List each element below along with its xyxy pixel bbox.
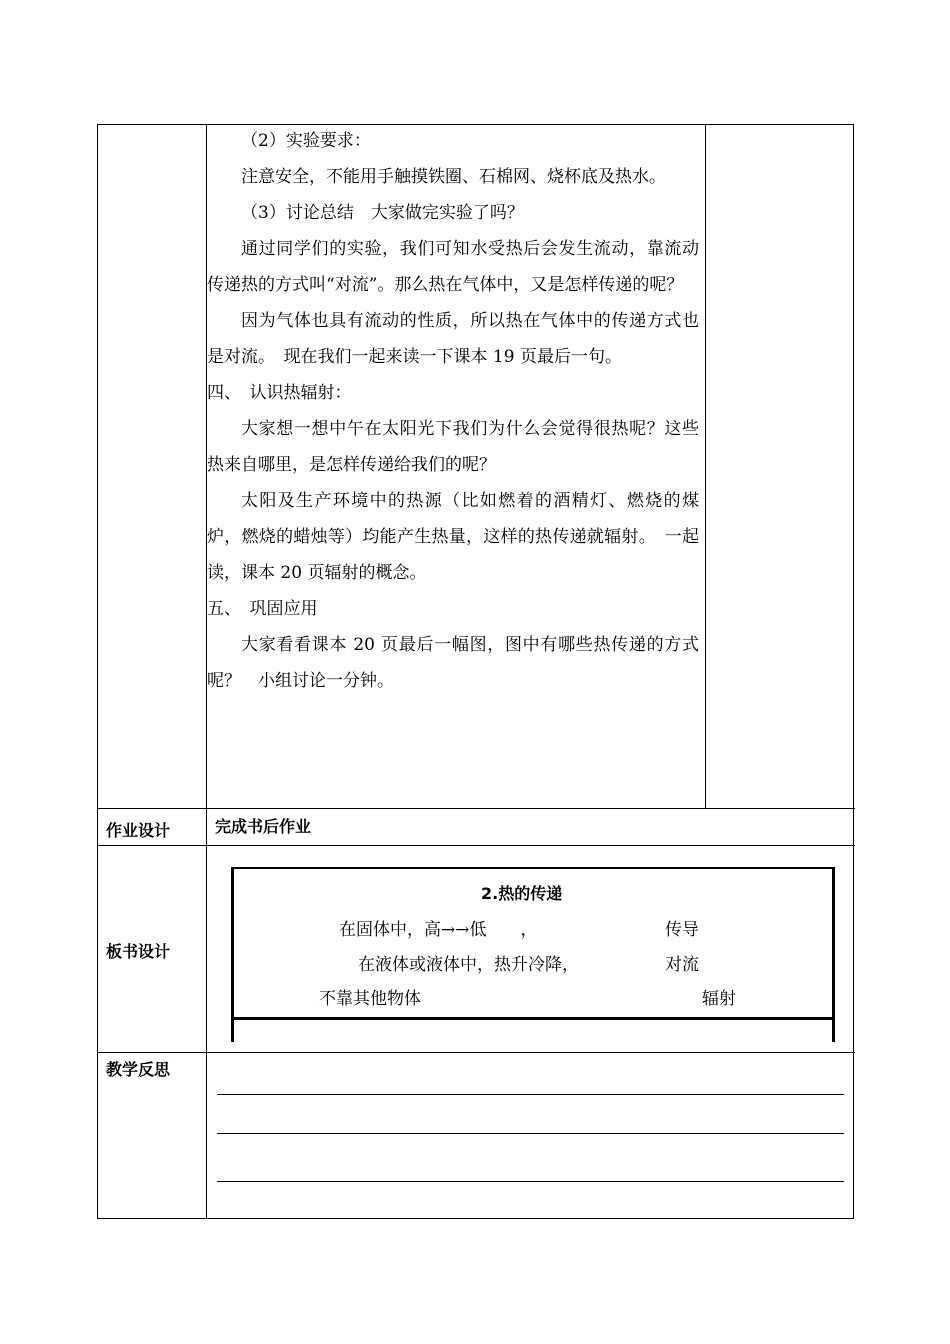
board-line2-right: 对流 <box>665 955 699 975</box>
board-line1-right: 传导 <box>665 920 699 940</box>
lesson-content <box>207 123 699 699</box>
homework-content: 完成书后作业 <box>215 817 312 836</box>
reflection-writing-line[interactable] <box>217 1181 844 1182</box>
row-divider-homework <box>98 808 855 809</box>
section-heading: 四、 认识热辐射： <box>207 383 352 403</box>
homework-label: 作业设计 <box>106 821 171 840</box>
reflection-label: 教学反思 <box>106 1060 171 1079</box>
paragraph: 大家想一想中午在太阳光下我们为什么会觉得很热呢？这些热来自哪里，是怎样传递给我们的呢？ <box>207 419 699 475</box>
lesson-plan-table <box>97 124 854 1219</box>
board-frame-left <box>231 867 234 1042</box>
row-divider-reflection <box>98 1052 855 1053</box>
board-line3-left: 不靠其他物体 <box>319 989 421 1009</box>
paragraph: 因为气体也具有流动的性质，所以热在气体中的传递方式也是对流。 现在我们一起来读一下课本 19 页最后一句。 <box>207 311 699 367</box>
paragraph: 太阳及生产环境中的热源（比如燃着的酒精灯、燃烧的煤炉，燃烧的蜡烛等）均能产生热量，这样的热传递就辐射。 一起读，课本 20 页辐射的概念。 <box>207 491 699 583</box>
paragraph: 大家看看课本 20 页最后一幅图，图中有哪些热传递的方式呢？ 小组讨论一分钟。 <box>207 635 699 691</box>
col-divider-right <box>705 125 706 808</box>
board-line3-right: 辐射 <box>702 989 736 1009</box>
row-divider-board <box>98 845 855 846</box>
paragraph: （3）讨论总结 大家做完实验了吗？ <box>241 203 524 223</box>
board-line2-left: 在液体或液体中，热升冷降， <box>358 955 579 975</box>
board-title: 2.热的传递 <box>481 884 563 903</box>
board-line1-left: 在固体中，高→→低 ， <box>339 920 538 940</box>
paragraph: 注意安全，不能用手触摸铁圈、石棉网、烧杯底及热水。 <box>241 167 666 187</box>
paragraph: 通过同学们的实验，我们可知水受热后会发生流动，靠流动传递热的方式叫“对流”。那么热在气体中，又是怎样传递的呢？ <box>207 239 699 295</box>
reflection-writing-line[interactable] <box>217 1133 844 1134</box>
board-frame-right <box>832 867 835 1042</box>
section-heading: 五、 巩固应用 <box>207 599 318 619</box>
paragraph: （2）实验要求： <box>241 131 371 151</box>
reflection-writing-line[interactable] <box>217 1094 844 1095</box>
board-frame-top <box>231 867 835 869</box>
board-frame-bottom <box>231 1017 835 1020</box>
board-label: 板书设计 <box>106 942 171 961</box>
board-frame <box>231 867 835 1042</box>
